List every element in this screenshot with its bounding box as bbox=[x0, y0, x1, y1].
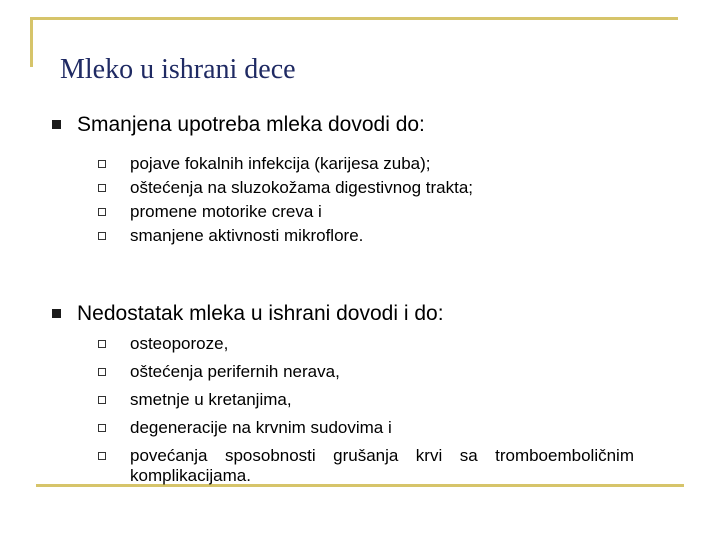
frame-top-line bbox=[30, 17, 678, 20]
section-heading: Smanjena upotreba mleka dovodi do: bbox=[77, 113, 425, 136]
sub-bullet-text: oštećenja perifernih nerava, bbox=[130, 362, 340, 381]
sub-bullet-text: smetnje u kretanjima, bbox=[130, 390, 292, 409]
sub-bullet-text: promene motorike creva i bbox=[130, 202, 322, 221]
sub-bullet-text-continuation: komplikacijama. bbox=[130, 466, 251, 485]
section-heading: Nedostatak mleka u ishrani dovodi i do: bbox=[77, 302, 444, 325]
sub-bullet-text: smanjene aktivnosti mikroflore. bbox=[130, 226, 364, 245]
slide-title: Mleko u ishrani dece bbox=[60, 54, 296, 85]
sub-bullet-text: pojave fokalnih infekcija (karijesa zuba); bbox=[130, 154, 431, 173]
hollow-square-bullet-icon bbox=[98, 396, 106, 404]
hollow-square-bullet-icon bbox=[98, 184, 106, 192]
sub-bullet-text: degeneracije na krvnim sudovima i bbox=[130, 418, 392, 437]
sub-bullet-text: povećanja sposobnosti grušanja krvi sa tromboemboličnim bbox=[130, 446, 634, 465]
hollow-square-bullet-icon bbox=[98, 368, 106, 376]
hollow-square-bullet-icon bbox=[98, 340, 106, 348]
sub-bullet-text: oštećenja na sluzokožama digestivnog trakta; bbox=[130, 178, 474, 197]
hollow-square-bullet-icon bbox=[98, 424, 106, 432]
hollow-square-bullet-icon bbox=[98, 208, 106, 216]
hollow-square-bullet-icon bbox=[98, 160, 106, 168]
square-bullet-icon bbox=[52, 309, 61, 318]
hollow-square-bullet-icon bbox=[98, 232, 106, 240]
sub-bullet-text: osteoporoze, bbox=[130, 334, 229, 353]
square-bullet-icon bbox=[52, 120, 61, 129]
frame-left-line bbox=[30, 17, 33, 67]
hollow-square-bullet-icon bbox=[98, 452, 106, 460]
